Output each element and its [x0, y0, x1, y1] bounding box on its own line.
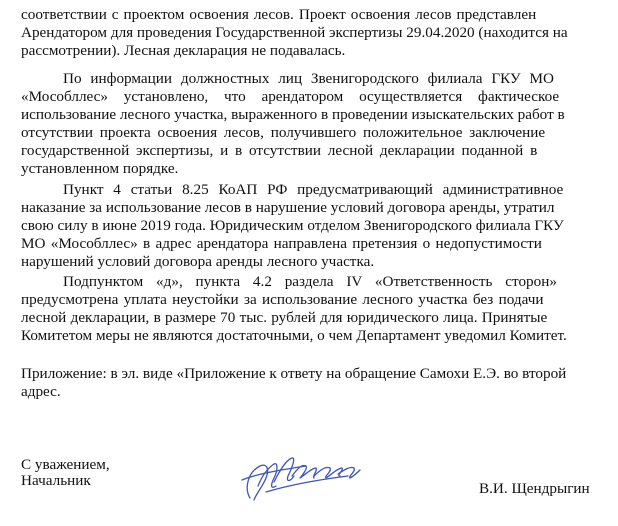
paragraph-penalty-clause-line: предусмотрена уплата неустойки за использование лесного участка без подачи: [21, 291, 544, 308]
paragraph-penalty-clause-line: Комитетом меры не являются достаточными, о чем Департамент уведомил Комитет.: [21, 327, 567, 344]
paragraph-attachment-line: Приложение: в эл. виде «Приложение к ответу на обращение Самохи Е.Э. во второй: [21, 365, 567, 382]
paragraph-branch-information-line: «Мособллес» установлено, что арендатором осуществляется фактическое: [21, 88, 560, 105]
paragraph-penalty-clause-line: лесной декларации, в размере 70 тыс. рублей для юридического лица. Принятые: [21, 309, 548, 326]
paragraph-koap-article-line: свою силу в июне 2019 года. Юридическим отделом Звенигородского филиала ГКУ: [21, 217, 564, 234]
paragraph-project-status-line: Арендатором для проведения Государственной экспертизы 29.04.2020 (находится на: [21, 24, 568, 41]
paragraph-branch-information-line: государственной экспертизы, и в отсутствии лесной декларации поданной в: [21, 142, 538, 159]
paragraph-branch-information-line: установленном порядке.: [21, 160, 179, 177]
signatory-name: В.И. Щендрыгин: [479, 480, 590, 497]
paragraph-project-status-line: соответствии с проектом освоения лесов. Проект освоения лесов представлен: [21, 6, 537, 23]
paragraph-branch-information-line: По информации должностных лиц Звенигородского филиала ГКУ МО: [63, 70, 554, 87]
paragraph-koap-article-line: МО «Мособллес» в адрес арендатора направлена претензия о недопустимости: [21, 235, 542, 252]
paragraph-koap-article-line: нарушений условий договора аренды лесного участка.: [21, 253, 375, 270]
paragraph-penalty-clause-line: Подпунктом «д», пункта 4.2 раздела IV «Ответственность сторон»: [63, 273, 557, 290]
closing-position: Начальник: [21, 472, 91, 489]
paragraph-koap-article-line: Пункт 4 статьи 8.25 КоАП РФ предусматривающий административное: [63, 181, 564, 198]
closing-greeting: С уважением,: [21, 456, 110, 473]
paragraph-attachment-line: адрес.: [21, 383, 61, 400]
paragraph-branch-information-line: использование лесного участка, выраженного в проведении изыскательских работ в: [21, 106, 565, 123]
handwritten-signature: [236, 446, 366, 506]
paragraph-branch-information-line: отсутствии проекта освоения лесов, получившего положительное заключение: [21, 124, 546, 141]
paragraph-project-status-line: рассмотрении). Лесная декларация не подавалась.: [21, 42, 346, 59]
paragraph-koap-article-line: наказание за использование лесов в нарушение условий договора аренды, утратил: [21, 199, 555, 216]
